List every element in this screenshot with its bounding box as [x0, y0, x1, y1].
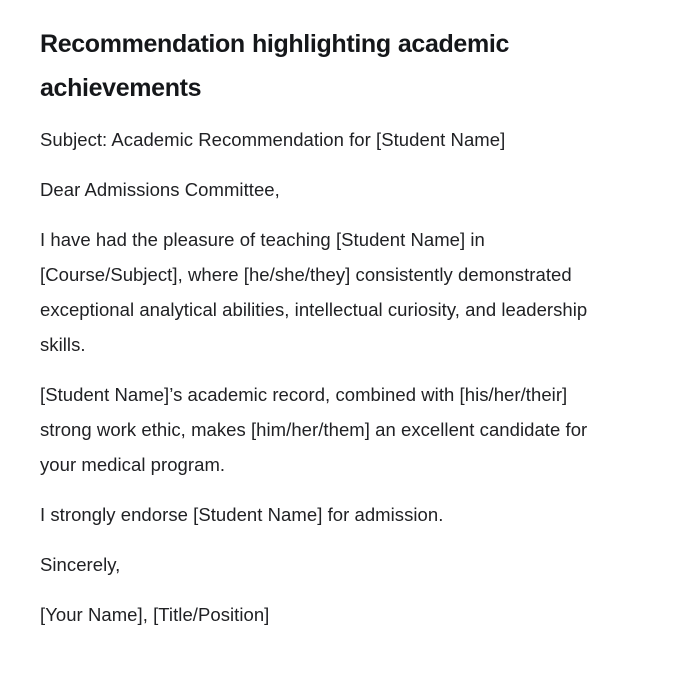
body-paragraph-2: [Student Name]’s academic record, combined with [his/her/their] strong work ethic, makes [him/her/them] an excellent candidate for your medical program.: [40, 384, 588, 475]
page-title: Recommendation highlighting academic achievements: [40, 30, 510, 102]
salutation: Dear Admissions Committee,: [40, 179, 280, 200]
body-paragraph-1: I have had the pleasure of teaching [Student Name] in [Course/Subject], where [he/she/they] consistently demonstrated exceptional analytical abilities, intellectual curiosity, and leadership skills.: [40, 229, 588, 355]
letter-body: [40, 122, 660, 632]
endorsement-paragraph: I strongly endorse [Student Name] for admission.: [40, 504, 444, 525]
subject-line: Subject: Academic Recommendation for [Student Name]: [40, 129, 506, 150]
signature-block: [Your Name], [Title/Position]: [40, 604, 270, 625]
closing: Sincerely,: [40, 554, 121, 575]
